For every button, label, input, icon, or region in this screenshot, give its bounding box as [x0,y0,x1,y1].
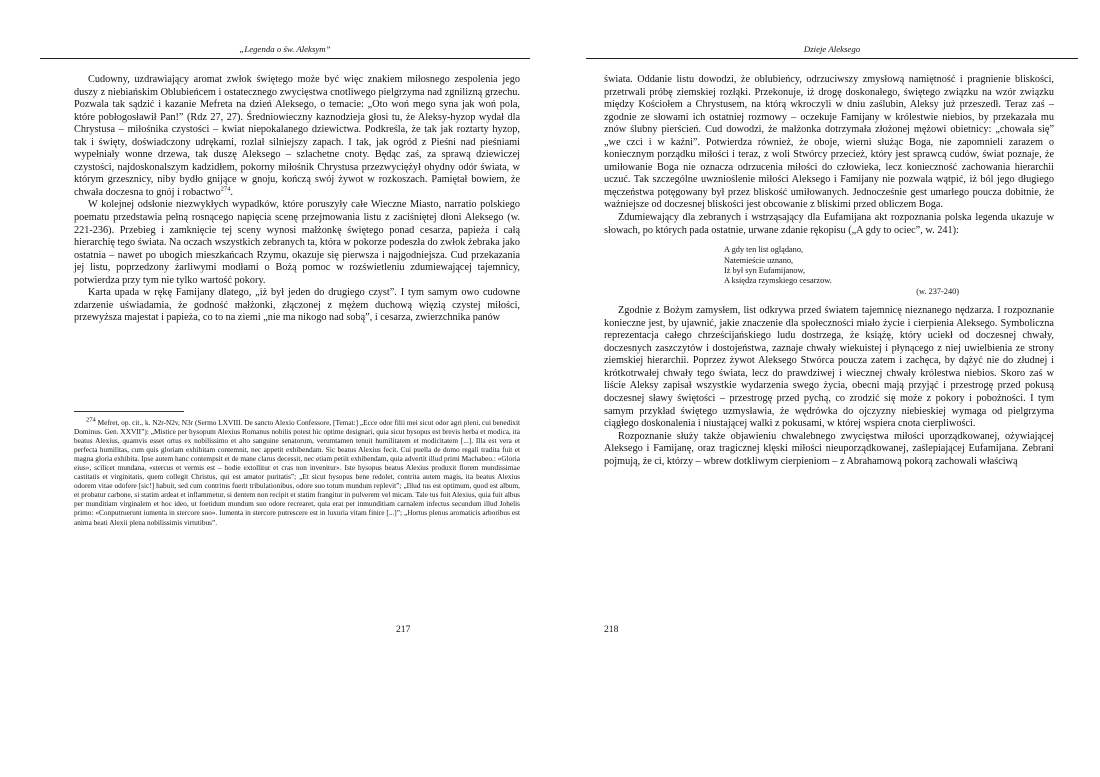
body-text-left [74,74,520,325]
body-text-right [604,74,1054,468]
footnote-text: Mefret, op. cit., k. N2r-N2v, N3r (Sermo LXVIII. De sancto Alexio Confessore, [Temat:] „Ecce odor filii mei sicut odor agri pleni, cui benedixit Dominus. Gen. XXVII”): „Mistice per hysopum Alexius Romanus nobilis potest hic optime designari, quia sicut hysopus est brevis herba et modica, ita beatus Alexius, quamvis esset ortus ex nobilissimo et alto sanguine senatorum, verumtamen tenuit humilitatem et modicitatem [...]. Illa est vera et perfecta humilitas, cum quis gloriam exhibitam contemnit, nec appetit exhibendam. Sic beatus Alexius fecit. Cui puella de domo regali tradita fuit et magna gloria exhibita. Ipse autem hanc contempsit et de mane clarus decessit, nec etiam petiit exhibendam, quia advertit illud primi Machabeo.: «Gloria eius», scilicet mundana, «stercus et vermis est – hodie extollitur et cras non invenitur». Iste hysopus beatus Alexius produxit florem mundissimae castitatis et virginitatis, quem collegit Christus, qui est amator puritatis”; „Et sicut hysopus bene redolet, contrita autem magis, ita beatus Alexius odorem vitae odofere [sic!] habuit, sed cum contritus fuerit tribulationibus, odore suo totum mundum replevit”; „Illud tus est optimum, quod est album, et probatur carbone, si statim ardeat et inflammetur, si dentem non recipit et statim frangitur in pulverem vel micam. Tale tus fuit Alexius, quia fuit albus per munditiam virginalem et hoc ideo, ut foetidum mundum suo odore recrearet, quia erat per inmunditiam carnalem infectus secundum illud Johelis primo: «Conputruerunt iumenta in stercore suo». Iumenta in stercore putrescere est in luxuria vitam finire [...]”; „Hortus plenus aromaticis arboribus est anima beati Alexii plena nobilissimis virtutibus”. [74,418,521,527]
verse-quotation [724,245,1054,297]
footnote-marker: 274 [86,416,96,424]
footnote [74,418,520,527]
running-head-right: Dzieje Aleksego [803,44,861,54]
paragraph-text: Cudowny, uzdrawiający aromat zwłok świętego może być więc znakiem miłosnego zespolenia jego duszy z niebiańskim Oblubieńcem i ostatecznego zwycięstwa cnotliwego pielgrzyma nad zgnilizną grzechu. Pozwala tak sądzić i kazanie Mefreta na dzień Aleksego, o temacie: „Oto woń mego syna jak woń pola, które pobłogosławił Pan!” (Rdz 27, 27). Średniowieczny kaznodzieja głosi tu, że Aleksy-hyzop wydał dla Chrystusa – miłośnika czystości – kwiat niepokalanego dziewictwa. Podkreśla, że tak jak roztarty hyzop, tak i święty, doświadczony udrękami, rozlał silniejszy zapach. I tak, jak ogród z Pieśni nad pieśniami wypełniały wonne drzewa, tak duszę Aleksego – szlachetne cnoty. Będąc zaś, za sprawą dziewiczej czystości, najdoskonalszym kadzidłem, pokorny miłośnik Chrystusa przezwyciężył ohydny odór świata, w którym grzesznicy, niby bydło gnijące w gnoju, kończą swój żywot w rozkoszach. Pamiętał bowiem, że chwała doczesna to gnój i robactwo [74,74,520,198]
paragraph: Karta upada w rękę Famijany dlatego, „iż był jeden do drugiego czyst”. I tym samym owo cudowne zdarzenie uświadamia, że godność małżonki, złączonej z mężem duchową więzią czystej miłości, przewyższa majestat i papieża, co to na ziemi „nie ma nikogo nad sobą”, i cesarza, zwierzchnika panów [74,287,520,324]
paragraph: Cudowny, uzdrawiający aromat zwłok świętego może być więc znakiem miłosnego zespolenia jego duszy z niebiańskim Oblubieńcem i ostatecznego zwycięstwa cnotliwego pielgrzyma nad zgnilizną grzechu. Pozwala tak sądzić i kazanie Mefreta na dzień Aleksego, o temacie: „Oto woń mego syna jak woń pola, które pobłogosławił Pan!” (Rdz 27, 27). Średniowieczny kaznodzieja głosi tu, że Aleksy-hyzop wydał dla Chrystusa – miłośnika czystości – kwiat niepokalanego dziewictwa. Podkreśla, że tak jak roztarty hyzop, tak i święty, doświadczony udrękami, rozlał silniejszy zapach. I tak, jak ogród z Pieśni nad pieśniami wypełniały wonne drzewa, tak duszę Aleksego – szlachetne cnoty. Będąc zaś, za sprawą dziewiczej czystości, najdoskonalszym kadzidłem, pokorny miłośnik Chrystusa przezwyciężył ohydny odór świata, w którym grzesznicy, niby bydło gnijące w gnoju, kończą swój żywot w rozkoszach. Pamiętał bowiem, że chwała doczesna to gnój i robactwo$^{274}$. [74,74,520,198]
paragraph: W kolejnej odsłonie niezwykłych wypadków, które poruszyły całe Wieczne Miasto, narratio polskiego poematu przedstawia pełną rosnącego napięcia scenę przejmowania listu z zaciśniętej dłoni Aleksego (w. 221-236). Przebieg i zamknięcie tej sceny wynosi małżonkę świętego ponad cesarza, papieża i całą hierarchię tego świata. Na oczach wszystkich zebranych ta, która w pokorze podeszła do zwłok żebraka jako ostatnia – nawet po ubogich mieszkańcach Rzymu, okazuje się pierwsza i najgodniejsza. Cud przekazania jej listu, poprzedzony żarliwymi modłami o Bożą pomoc w rozświetleniu zdumiewającej tajemnicy, potwierdza przy tym nie tylko wartość pokory. [74,199,520,286]
footnote-reference: 274 [220,185,231,193]
verse-source: (w. 237-240) [916,286,959,296]
footnote-rule [74,411,184,412]
header-rule [40,58,530,59]
paragraph: Zdumiewający dla zebranych i wstrząsający dla Eufamijana akt rozpoznania polska legenda ukazuje w słowach, po których pada ostatnie, urwane zdanie rękopisu („A gdy to ociec”, w. 241): [604,212,1054,236]
paragraph: świata. Oddanie listu dowodzi, że oblubieńcy, odrzuciwszy zmysłową namiętność i pragnienie bliskości, przetrwali próbę ziemskiej rozłąki. Przekonuje, iż drogę doskonałego, świętego związku na wzór związku między Kościołem a Chrystusem, na którą wkroczyli w dniu zaślubin, Aleksy już przeszedł. Teraz zaś – zgodnie ze słowami ich ostatniej rozmowy – oczekuje Famijany w królestwie niebios, by przekazała mu znów ślubny pierścień. Cud dowodzi, że małżonka dotrzymała złożonej mężowi obietnicy: „chowała się” „we czci i w kaźni”. Potwierdza również, że oboje, wierni służąc Boga, nie zapomnieli zarazem o koniecznym porządku miłości i teraz, z woli Stwórcy przecież, który jest sprawcą cudów, świat poznaje, że umiłowanie Boga nie oznacza odrzucenia miłości do człowieka, lecz konieczność zachowania hierarchii uczuć. Tak szczególne uwznioślenie miłości Aleksego i Famijany nie pozwala wątpić, iż ból jego długiego męczeństwa potęgowany był przez bliskość umiłowanych. Jednocześnie gest umarłego poucza dobitnie, że ważniejsze od doczesnej bliskości jest obcowanie z bliskimi przed obliczem Boga. [604,74,1054,211]
right-page [586,0,1078,777]
verse-line: A gdy ten list oglądano, [724,245,804,255]
page-number: 218 [604,624,619,635]
verse-line: Natemieście uznano, [724,255,794,265]
paragraph: Rozpoznanie służy także objawieniu chwalebnego zwycięstwa miłości uporządkowanej, ożywiającej Aleksego i Famijanę, oraz tragicznej klęski miłości nieuporządkowanej, zaślepiającej Eufamijana. Zebrani pojmują, że ci, którzy – wbrew dotkliwym cierpieniom – z Abrahamową pokorą zachowali właściwą [604,430,1054,467]
paragraph: Zgodnie z Bożym zamysłem, list odkrywa przed światem tajemnicę nieznanego nędzarza. I rozpoznanie konieczne jest, by ujawnić, jakie znaczenie dla społeczności miało życie i cierpienia Aleksego. Symboliczna reprezentacja całego chrześcijańskiego ludu dostrzega, że książę, który uciekł od doczesnej chwały, doczesnych zaszczytów i dostojeństwa, zaznaje chwały wiekuistej i płynącego z niej uwielbienia ze strony ziemskiej hierarchii. Poprzez żywot Aleksego Stwórca poucza zatem i zachęca, by dążyć nie do złudnej i krótkotrwałej chwały tego świata, lecz do prawdziwej i wiecznej chwały królestwa niebios. Skoro zaś w liście Aleksy zapisał wszystkie wydarzenia swego życia, obecni mają przyjąć i przestrogę przed pokusą doczesnej sławy świętości – przestrogę przed pychą, co zrodzić się może z pokory i pobożności. I tym samym przykład świętego uzmysławia, że wędrówka do ojczyzny niebieskiej wymaga od pielgrzyma ciągłego doskonalenia i niustającej walki z pokusami, w której wspiera cnota cierpliwości. [604,305,1054,430]
page-number: 217 [396,624,411,635]
running-head-left: „Legenda o św. Aleksym” [239,44,331,54]
verse-line: A księdza rzymskiego cesarzow. [724,276,832,286]
verse-line: Iż był syn Eufamijanow, [724,265,806,275]
header-rule [586,58,1078,59]
left-page [40,0,530,777]
